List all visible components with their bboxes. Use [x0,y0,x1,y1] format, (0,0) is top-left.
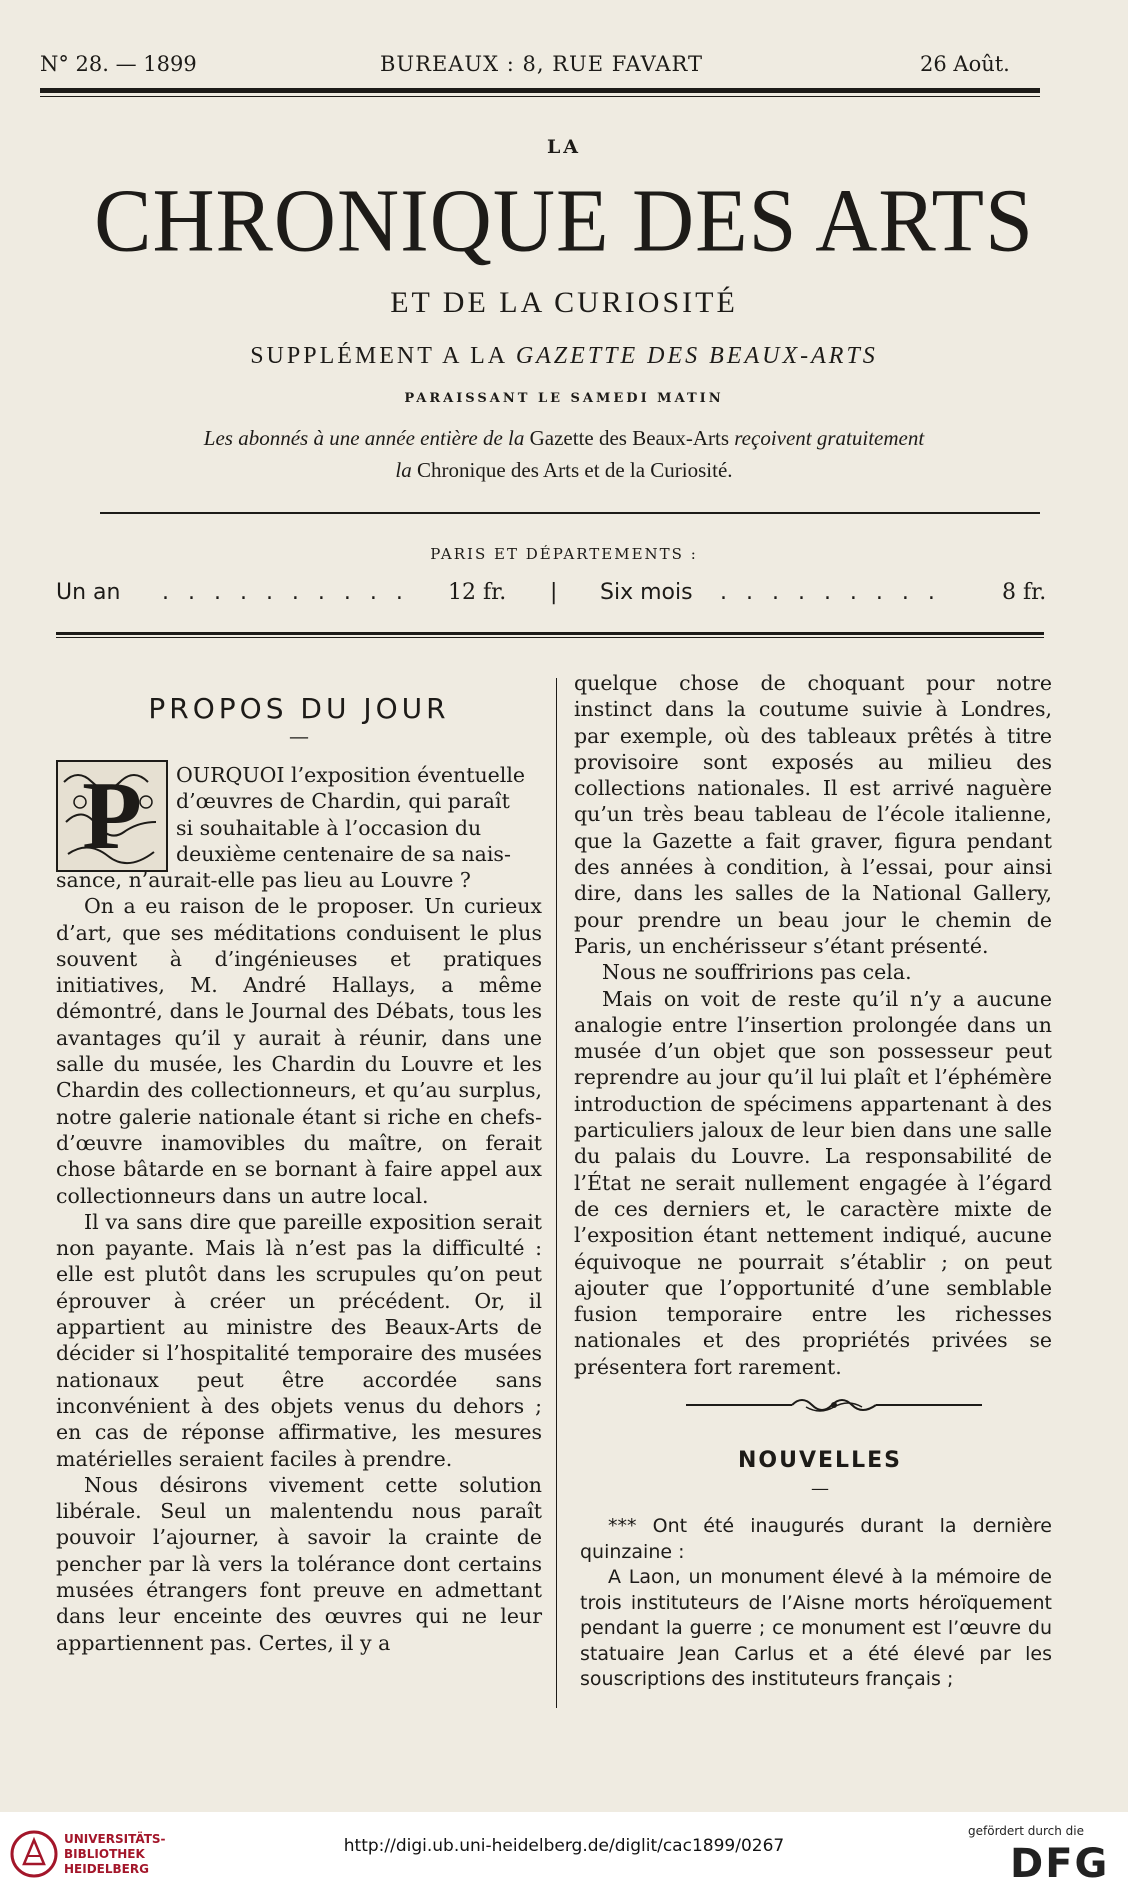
right-paragraph-3: Mais on voit de reste qu’il n’y a aucune analogie entre l’insertion prolongée dans un musée d’un objet que son possesseur peut reprendre au jour qu’il lui plaît et l’éphémère introduction de spécimens appartenant à des particuliers jaloux de leur bien dans une salle du palais du Louvre. La responsabilité de l’État ne serait nullement engagée à l’égard de ces derniers et, le caractère mixte de l’exposition étant nettement indiqué, aucune équivoque ne pourrait s’établir ; on peut ajouter que l’opportunité d’une semblable fusion temporaire entre les richesses nationales et des propriétés privées se présentera fort rarement. [574,986,1052,1379]
half-year-label: Six mois [600,580,693,605]
intro-line-3: si souhaitable à l’occasion du [176,815,482,840]
supplement-gazette: GAZETTE DES BEAUX-ARTS [515,343,878,369]
subscription-rule [56,632,1044,635]
masthead-article: LA [546,136,582,158]
library-line-3: HEIDELBERG [64,1862,149,1876]
paragraph-4: Nous désirons vivement cette solution libérale. Seul un malentendu nous paraît pouvoir l’ajourner, à savoir la crainte de pencher par là vers la tolérance dont certains musées étrangers font preuve en admettant dans leur enceinte des œuvres qui ne leur appartiennent pas. Certes, il y a [56,1472,542,1655]
subscription-heading: PARIS ET DÉPARTEMENTS : [430,545,698,563]
digitization-footer [0,1812,1128,1897]
subscription-rule-thin [56,637,1044,638]
year-dots: . . . . . . . . . . [162,580,409,605]
left-column-text [56,867,542,1656]
dropcap-letter: P [82,762,142,870]
news-item-intro: *** Ont été inaugurés durant la dernière quinzaine : [580,1515,1052,1563]
library-line-2: BIBLIOTHEK [64,1847,145,1861]
bureaux-address: BUREAUX : 8, RUE FAVART [380,52,703,76]
funded-by-label: gefördert durch die [968,1824,1084,1838]
abonnes-notice [0,422,1128,486]
issue-number: N° 28. — 1899 [40,52,197,76]
intro-line-5: sance, n’aurait-elle pas lieu au Louvre ? [56,868,471,892]
propos-heading: PROPOS DU JOUR [148,692,450,725]
intro-line-1: OURQUOI l’exposition éventuelle [176,763,526,787]
half-year-dots: . . . . . . . . . [720,580,941,605]
right-column-text [574,670,1052,1380]
paragraph-intro-lines [176,762,542,867]
top-rule-thin [40,96,1040,97]
top-rule [40,88,1040,93]
library-line-1: UNIVERSITÄTS- [64,1832,166,1846]
source-url-link[interactable]: http://digi.ub.uni-heidelberg.de/diglit/cac1899/0267 [343,1836,785,1856]
masthead-rule [100,512,1040,514]
nouvelles-heading: NOUVELLES [738,1448,902,1473]
abonnes-text-a: Les abonnés à une année entière de la [203,426,530,450]
right-paragraph-2: Nous ne souffririons pas cela. [602,960,912,985]
abonnes-text-c: reçoivent gratuitement [729,426,925,450]
paragraph-3: Il va sans dire que pareille exposition serait non payante. Mais là n’est pas la difficulté : elle est plutôt dans les scrupules qu’on peut éprouver à créer un précédent. Or, il appartient au ministre des Beaux-Arts de décider si l’hospitalité temporaire des musées nationaux peut être accordée sans inconvénient à des objets venus du dehors ; en cas de réponse affirmative, les mesures matérielles seraient faciles à prendre. [56,1209,542,1471]
issue-date: 26 Août. [920,52,1010,76]
masthead-title: CHRONIQUE DES ARTS [94,169,1034,271]
half-year-price: 8 fr. [1002,580,1047,605]
supplement-prefix: SUPPLÉMENT A LA [250,343,516,369]
supplement-line [0,343,1128,370]
abonnes-chronique: Chronique des Arts et de la Curiosité. [417,458,733,482]
dfg-logo: DFG [1010,1841,1110,1887]
nouvelles-heading-dash: — [811,1478,829,1499]
masthead-subtitle: ET DE LA CURIOSITÉ [390,286,738,319]
year-price: 12 fr. [448,580,507,605]
column-divider [556,678,557,1708]
right-paragraph-1: quelque chose de choquant pour notre instinct dans la coutume suivie à Londres, par exemple, où des tableaux prêtés à titre provisoire sont exposés au milieu des collections nationales. Il est arrivé naguère qu’un très beau tableau de l’école italienne, que la Gazette a fait graver, figura pendant des années à condition, à l’essai, pour ainsi dire, dans les salles de la National Gallery, pour prendre un beau jour le chemin de Paris, un enchérisseur s’étant présenté. [574,671,1052,958]
price-separator: | [550,580,558,605]
ornate-dropcap [56,760,168,872]
news-item-laon: A Laon, un monument élevé à la mémoire de trois instituteurs de l’Aisne morts héroïquement pendant la guerre ; ce monument est l’œuvre du statuaire Jean Carlus et a été élevé par les souscriptions des instituteurs français ; [580,1566,1052,1690]
intro-line-4: deuxième centenaire de sa nais- [176,841,511,866]
paragraph-2: On a eu raison de le proposer. Un curieux d’art, que ses méditations conduisent le plus souvent à d’ingénieuses et pratiques initiatives, M. André Hallays, a même démontré, dans le Journal des Débats, tous les avantages qu’il y aurait à réunir, dans une salle du musée, les Chardin du Louvre et les Chardin des collectionneurs, et qu’au surplus, notre galerie nationale étant si riche en chefs-d’œuvre inamovibles du maître, on ferait chose bâtarde en se bornant à faire appel aux collectionneurs dans un autre local. [56,894,542,1208]
ornamental-divider-icon [686,1394,982,1416]
propos-heading-dash: — [289,724,309,748]
year-label: Un an [56,580,121,605]
intro-line-2: d’œuvres de Chardin, qui paraît [176,789,510,814]
abonnes-gazette: Gazette des Beaux-Arts [529,426,730,450]
abonnes-text-la: la [395,458,418,482]
nouvelles-text [580,1514,1052,1693]
paraissant-line: PARAISSANT LE SAMEDI MATIN [404,391,724,406]
